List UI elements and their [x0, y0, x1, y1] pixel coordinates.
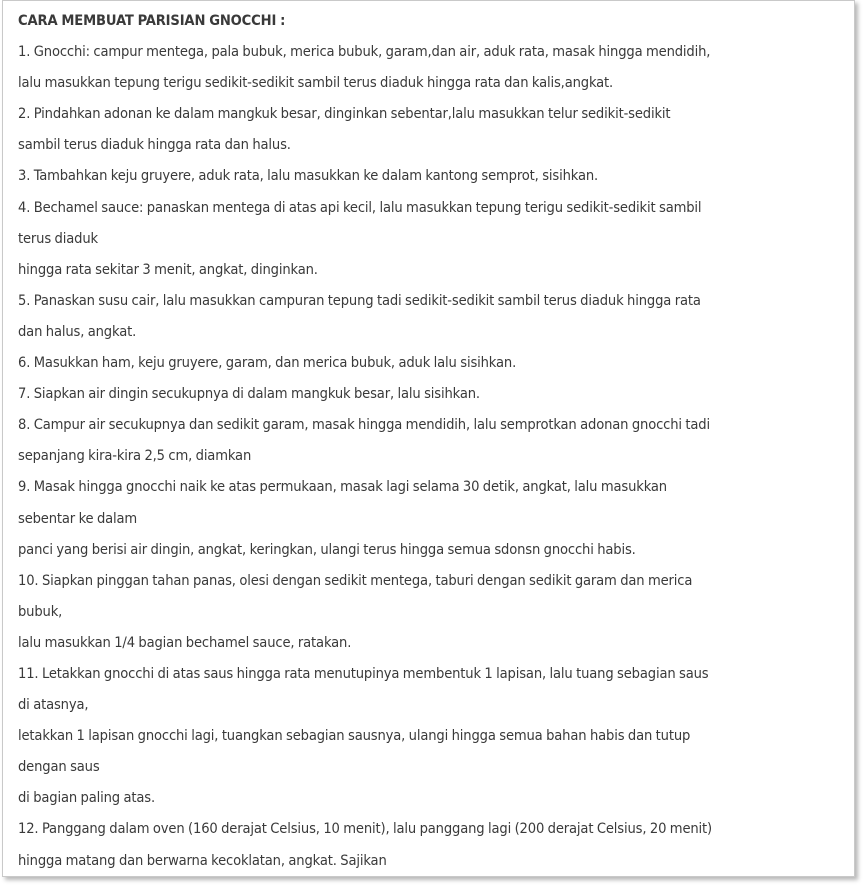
recipe-image-frame [2, 0, 855, 877]
recipe-line: lalu masukkan 1/4 bagian bechamel sauce, ratakan. [18, 633, 352, 651]
recipe-line: 1. Gnocchi: campur mentega, pala bubuk, merica bubuk, garam,dan air, aduk rata, masak hingga mendidih, [18, 43, 711, 61]
recipe-line: 12. Panggang dalam oven (160 derajat Celsius, 10 menit), lalu panggang lagi (200 derajat Celsius, 20 menit) [18, 820, 713, 838]
recipe-line: terus diaduk [18, 229, 98, 247]
recipe-line: 4. Bechamel sauce: panaskan mentega di atas api kecil, lalu masukkan tepung terigu sedikit-sedikit sambil [18, 198, 702, 216]
recipe-line: bubuk, [18, 602, 63, 620]
recipe-text-block [18, 5, 848, 876]
recipe-line: 11. Letakkan gnocchi di atas saus hingga rata menutupinya membentuk 1 lapisan, lalu tuang sebagian saus [18, 664, 709, 682]
recipe-line: 10. Siapkan pinggan tahan panas, olesi dengan sedikit mentega, taburi dengan sedikit garam dan merica [18, 571, 693, 589]
recipe-line: 2. Pindahkan adonan ke dalam mangkuk besar, dinginkan sebentar,lalu masukkan telur sedikit-sedikit [18, 105, 671, 123]
recipe-line: letakkan 1 lapisan gnocchi lagi, tuangkan sebagian sausnya, ulangi hingga semua bahan habis dan tutup [18, 727, 691, 745]
recipe-line: 6. Masukkan ham, keju gruyere, garam, dan merica bubuk, aduk lalu sisihkan. [18, 354, 517, 372]
recipe-line: hingga rata sekitar 3 menit, angkat, dinginkan. [18, 260, 318, 278]
recipe-line: lalu masukkan tepung terigu sedikit-sedikit sambil terus diaduk hingga rata dan kalis,angkat. [18, 74, 614, 92]
recipe-line: 9. Masak hingga gnocchi naik ke atas permukaan, masak lagi selama 30 detik, angkat, lalu masukkan [18, 478, 667, 496]
recipe-line: dan halus, angkat. [18, 322, 137, 340]
recipe-line: 8. Campur air secukupnya dan sedikit garam, masak hingga mendidih, lalu semprotkan adonan gnocchi tadi [18, 416, 710, 434]
recipe-line: hingga matang dan berwarna kecoklatan, angkat. Sajikan [18, 851, 387, 869]
recipe-line: sepanjang kira-kira 2,5 cm, diamkan [18, 447, 252, 465]
recipe-line: di atasnya, [18, 696, 89, 714]
recipe-title: CARA MEMBUAT PARISIAN GNOCCHI : [18, 12, 286, 29]
recipe-line: dengan saus [18, 758, 100, 776]
recipe-line: sebentar ke dalam [18, 509, 138, 527]
recipe-line: panci yang berisi air dingin, angkat, keringkan, ulangi terus hingga semua sdonsn gnocchi habis. [18, 540, 636, 558]
recipe-line: sambil terus diaduk hingga rata dan halus. [18, 136, 291, 154]
recipe-line: 7. Siapkan air dingin secukupnya di dalam mangkuk besar, lalu sisihkan. [18, 385, 480, 403]
recipe-line: di bagian paling atas. [18, 789, 156, 807]
recipe-line: 3. Tambahkan keju gruyere, aduk rata, lalu masukkan ke dalam kantong semprot, sisihkan. [18, 167, 599, 185]
recipe-line: 5. Panaskan susu cair, lalu masukkan campuran tepung tadi sedikit-sedikit sambil terus diaduk hingga rata [18, 291, 701, 309]
